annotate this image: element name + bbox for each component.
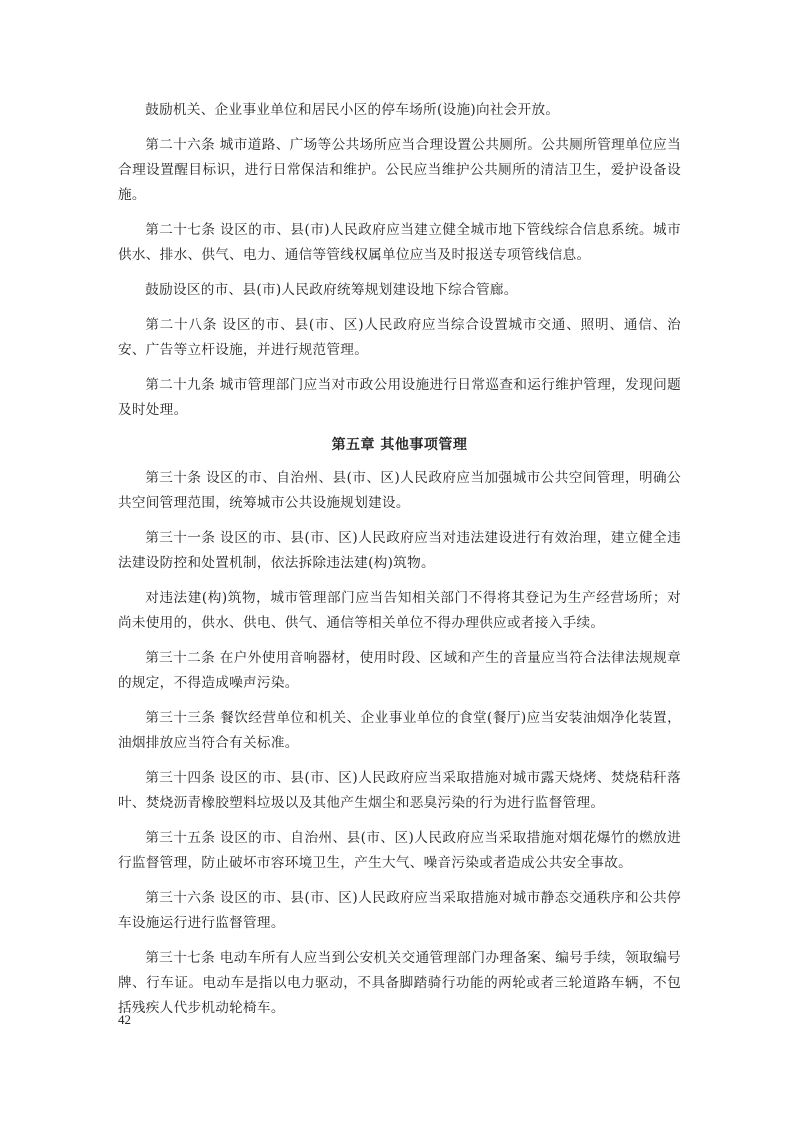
article-32: 第三十二条 在户外使用音响器材，使用时段、区域和产生的音量应当符合法律法规规章的规定，不得造成噪声污染。 <box>118 650 681 691</box>
article-29: 第二十九条 城市管理部门应当对市政公用设施进行日常巡查和运行维护管理，发现问题及时处理。 <box>118 377 681 418</box>
article-27: 第二十七条 设区的市、县(市)人民政府应当建立健全城市地下管线综合信息系统。城市供水、排水、供气、电力、通信等管线权属单位应当及时报送专项管线信息。 <box>118 222 681 263</box>
document-body <box>118 98 681 1031</box>
chapter-heading: 第五章 其他事项管理 <box>331 437 468 453</box>
article-26: 第二十六条 城市道路、广场等公共场所应当合理设置公共厕所。公共厕所管理单位应当合理设置醒目标识，进行日常保洁和维护。公民应当维护公共厕所的清洁卫生，爱护设备设施。 <box>118 137 681 203</box>
article-36: 第三十六条 设区的市、县(市、区)人民政府应当采取措施对城市静态交通秩序和公共停车设施运行进行监督管理。 <box>118 890 681 931</box>
article-31: 第三十一条 设区的市、县(市、区)人民政府应当对违法建设进行有效治理，建立健全违法建设防控和处置机制，依法拆除违法建(构)筑物。 <box>118 530 681 571</box>
article-37: 第三十七条 电动车所有人应当到公安机关交通管理部门办理备案、编号手续，领取编号牌、行车证。电动车是指以电力驱动，不具备脚踏骑行功能的两轮或者三轮道路车辆，不包括残疾人代步机动轮椅车。 <box>118 950 681 1016</box>
article-30: 第三十条 设区的市、自治州、县(市、区)人民政府应当加强城市公共空间管理，明确公共空间管理范围，统筹城市公共设施规划建设。 <box>118 470 681 511</box>
paragraph: 鼓励设区的市、县(市)人民政府统筹规划建设地下综合管廊。 <box>145 282 518 298</box>
article-34: 第三十四条 设区的市、县(市、区)人民政府应当采取措施对城市露天烧烤、焚烧秸秆落叶、焚烧沥青橡胶塑料垃圾以及其他产生烟尘和恶臭污染的行为进行监督管理。 <box>118 770 681 811</box>
article-33: 第三十三条 餐饮经营单位和机关、企业事业单位的食堂(餐厅)应当安装油烟净化装置，油烟排放应当符合有关标准。 <box>118 710 681 751</box>
article-35: 第三十五条 设区的市、自治州、县(市、区)人民政府应当采取措施对烟花爆竹的燃放进行监督管理，防止破坏市容环境卫生，产生大气、噪音污染或者造成公共安全事故。 <box>118 830 681 871</box>
page-number: 42 <box>118 1012 131 1027</box>
article-28: 第二十八条 设区的市、县(市、区)人民政府应当综合设置城市交通、照明、通信、治安、广告等立杆设施，并进行规范管理。 <box>118 317 681 358</box>
paragraph: 鼓励机关、企业事业单位和居民小区的停车场所(设施)向社会开放。 <box>145 102 560 118</box>
paragraph: 对违法建(构)筑物，城市管理部门应当告知相关部门不得将其登记为生产经营场所；对尚未使用的，供水、供电、供气、通信等相关单位不得办理供应或者接入手续。 <box>118 590 681 631</box>
